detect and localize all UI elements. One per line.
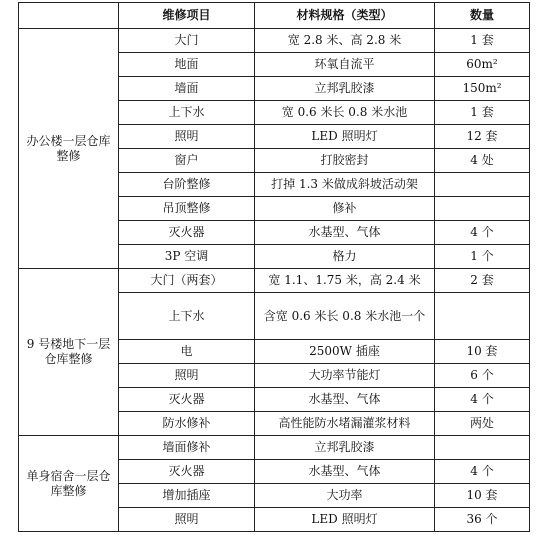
spec-cell: 水基型、气体 <box>255 388 435 412</box>
spec-cell: 大功率节能灯 <box>255 364 435 388</box>
qty-cell <box>435 293 530 340</box>
item-cell: 上下水 <box>119 101 255 125</box>
group-label-cell: 9 号楼地下一层仓库整修 <box>19 269 119 436</box>
item-cell: 灭火器 <box>119 460 255 484</box>
spec-cell: LED 照明灯 <box>255 508 435 532</box>
qty-cell: 150m² <box>435 77 530 101</box>
qty-cell: 10 套 <box>435 484 530 508</box>
item-cell: 灭火器 <box>119 221 255 245</box>
qty-cell: 6 个 <box>435 364 530 388</box>
item-cell: 防水修补 <box>119 412 255 436</box>
qty-cell: 2 套 <box>435 269 530 293</box>
spec-cell: 水基型、气体 <box>255 221 435 245</box>
spec-cell: 立邦乳胶漆 <box>255 77 435 101</box>
spec-cell: 修补 <box>255 197 435 221</box>
qty-cell <box>435 436 530 460</box>
spec-cell: 2500W 插座 <box>255 340 435 364</box>
item-cell: 3P 空调 <box>119 245 255 269</box>
qty-cell: 36 个 <box>435 508 530 532</box>
header-qty-cell: 数量 <box>435 3 530 29</box>
qty-cell: 4 个 <box>435 388 530 412</box>
spec-cell: 打掉 1.3 米做成斜坡活动架 <box>255 173 435 197</box>
qty-cell: 10 套 <box>435 340 530 364</box>
header-row <box>19 3 530 29</box>
item-cell: 吊顶整修 <box>119 197 255 221</box>
group-label-cell: 办公楼一层仓库整修 <box>19 29 119 269</box>
item-cell: 照明 <box>119 364 255 388</box>
qty-cell: 4 处 <box>435 149 530 173</box>
spec-cell: 宽 2.8 米、高 2.8 米 <box>255 29 435 53</box>
group-label-cell: 单身宿舍一层仓库整修 <box>19 436 119 532</box>
qty-cell: 1 个 <box>435 245 530 269</box>
item-cell: 大门（两套） <box>119 269 255 293</box>
spec-cell: LED 照明灯 <box>255 125 435 149</box>
qty-cell: 4 个 <box>435 221 530 245</box>
repair-table <box>18 2 530 532</box>
item-cell: 窗户 <box>119 149 255 173</box>
spec-cell: 环氧自流平 <box>255 53 435 77</box>
spec-cell: 打胶密封 <box>255 149 435 173</box>
spec-cell: 格力 <box>255 245 435 269</box>
item-cell: 照明 <box>119 508 255 532</box>
spec-cell: 含宽 0.6 米长 0.8 米水池一个 <box>255 293 435 340</box>
header-item-cell: 维修项目 <box>119 3 255 29</box>
header-group-cell <box>19 3 119 29</box>
qty-cell <box>435 173 530 197</box>
spec-cell: 宽 0.6 米长 0.8 米水池 <box>255 101 435 125</box>
table-row <box>19 269 530 293</box>
item-cell: 台阶整修 <box>119 173 255 197</box>
qty-cell: 1 套 <box>435 29 530 53</box>
item-cell: 电 <box>119 340 255 364</box>
item-cell: 墙面 <box>119 77 255 101</box>
qty-cell <box>435 197 530 221</box>
spec-cell: 大功率 <box>255 484 435 508</box>
spec-cell: 高性能防水堵漏灌浆材料 <box>255 412 435 436</box>
qty-cell: 12 套 <box>435 125 530 149</box>
table-row <box>19 436 530 460</box>
header-spec-cell: 材料规格（类型） <box>255 3 435 29</box>
item-cell: 墙面修补 <box>119 436 255 460</box>
qty-cell: 两处 <box>435 412 530 436</box>
item-cell: 地面 <box>119 53 255 77</box>
qty-cell: 60m² <box>435 53 530 77</box>
item-cell: 灭火器 <box>119 388 255 412</box>
qty-cell: 4 个 <box>435 460 530 484</box>
spec-cell: 水基型、气体 <box>255 460 435 484</box>
qty-cell: 1 套 <box>435 101 530 125</box>
item-cell: 大门 <box>119 29 255 53</box>
item-cell: 上下水 <box>119 293 255 340</box>
table-row <box>19 29 530 53</box>
item-cell: 照明 <box>119 125 255 149</box>
item-cell: 增加插座 <box>119 484 255 508</box>
table-body <box>19 3 530 532</box>
spec-cell: 立邦乳胶漆 <box>255 436 435 460</box>
spec-cell: 宽 1.1、1.75 米，高 2.4 米 <box>255 269 435 293</box>
